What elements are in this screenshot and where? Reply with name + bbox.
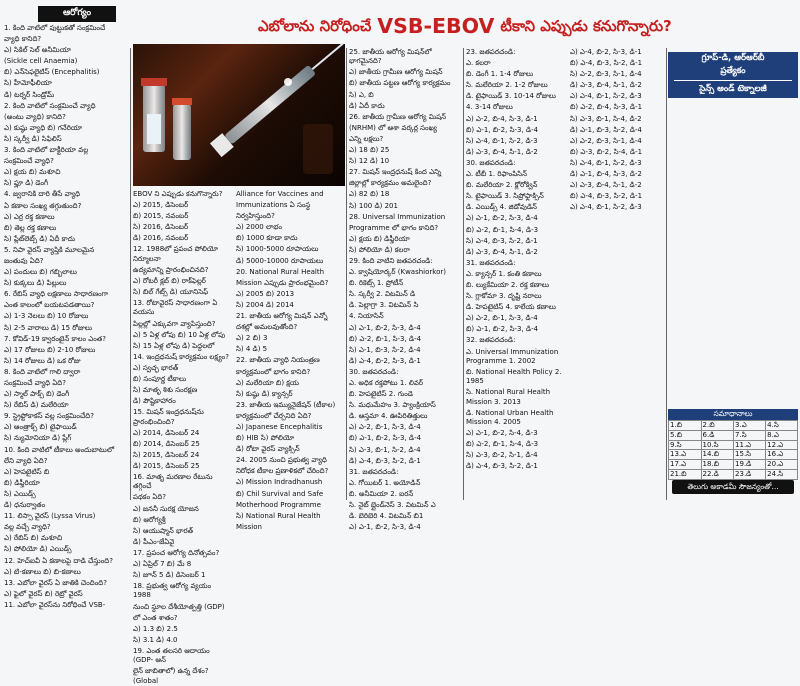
question-line: సి) 3.1 డి) 4.0 xyxy=(133,635,178,644)
answer-row xyxy=(669,450,798,460)
question-line: సి) ఆయుష్మాన్ భారత్ xyxy=(133,526,194,535)
answer-cell: 20.ఎ xyxy=(766,460,798,470)
question-line: బి. రికెట్స్ 1. ప్రోటీన్ xyxy=(349,279,404,288)
question-line: ఎ) జననీ సురక్ష యోజన xyxy=(133,504,199,513)
question-line: సి) 1000-5000 రూపాయలు xyxy=(236,245,319,254)
question-line: 11. ఎబోలా వైరస్‌ను నిరోధించే VSB- xyxy=(4,600,106,609)
question-line: సి) ఎ-4, బి-1, సి-2, డి-3 xyxy=(466,136,538,145)
question-line: ఎ) క్షయ బి) డిఫ్తీరియా xyxy=(349,234,410,243)
column-3 xyxy=(236,190,344,531)
question-line: ఎ) 82 బి) 18 xyxy=(349,190,390,199)
author-line-2: ప్రత్యేకం xyxy=(720,66,746,76)
question-line: 24. 2005 నుంచి ప్రభుత్వ వ్యాధి xyxy=(236,456,327,465)
question-line: 13. రోటావైరస్ సాధారణంగా ఏ వయసు xyxy=(133,299,218,317)
question-line: 25. జాతీయ ఆరోగ్య మిషన్‌లో భాగమైనది? xyxy=(349,48,432,66)
question-line: బి. మలేరియా 2. క్లోరోక్విన్ xyxy=(466,181,538,190)
question-line: సి. మలేరియా 2. 1-2 రోజులు xyxy=(466,81,548,90)
question-line: ఎ) మలేరియా బి) క్షయ xyxy=(236,378,299,387)
answer-cell: 7.సి xyxy=(734,430,766,440)
question-line: ఎ) 2000 లాభం xyxy=(236,223,283,232)
answer-row xyxy=(669,440,798,450)
question-line: పిల్లల్లో ఎక్కువగా వ్యాపిస్తుంది? xyxy=(133,319,216,328)
question-line: 10. కింది వాటిలో టీకాలు అందుబాటులో xyxy=(4,445,115,454)
question-line: డి. హెపటైటిస్ 4. కాలేయ కణాలు xyxy=(466,303,556,312)
question-line: ఎ) ఎ-2, బి-3, సి-1, డి-4 xyxy=(570,136,642,145)
question-line: ఎ) ఎ-1, బి-2, సి-3, డి-4 xyxy=(466,214,538,223)
question-line: బి) ఎ-2, బి-1, సి-3, డి-4 xyxy=(349,334,422,343)
question-line: (అంటు వ్యాధి) కానిది? xyxy=(4,112,66,121)
question-line: Alliance for Vaccines and xyxy=(236,190,324,198)
question-line: ఎ. Universal Immunization Programme 1. 2002 xyxy=(466,347,559,365)
question-line: బి) డిఫ్తీరియా xyxy=(4,478,40,487)
question-line: బి) Chil Survival and Safe xyxy=(236,489,324,498)
question-line: 1. కింది వాటిలో పుట్టుకతో సంక్రమించే xyxy=(4,24,106,32)
question-line: 6. రేబిస్ వ్యాధి లక్షణాలు సాధారణంగా xyxy=(4,290,109,299)
question-line: 9. స్ట్రెప్టోకాకస్ వల్ల సంక్రమించేది? xyxy=(4,412,94,421)
title-part-3: టీకాని ఎప్పుడు కనుగొన్నారు? xyxy=(500,16,672,35)
question-line: ఎ) Mission Indradhanush xyxy=(236,478,323,487)
question-line: ఎ) క్షయ బి) మశూచి xyxy=(4,168,61,177)
question-line: బి) సంపూర్ణ టీకాలు xyxy=(133,375,187,383)
question-line: ఎ) ఆంత్రాక్స్ బి) టైఫాయిడ్ xyxy=(4,423,77,432)
question-line: సి. స్కర్వీ 2. విటమిన్ డి xyxy=(349,290,416,299)
question-line: ఎ) ఎ-4, బి-2, సి-3, డి-1 xyxy=(570,48,642,56)
question-line: 8. కింది వాటిలో గాలి ద్వారా xyxy=(4,367,81,376)
column-divider xyxy=(666,48,667,500)
question-line: ఎ) జాతీయ గ్రామీణ ఆరోగ్య మిషన్ xyxy=(349,68,443,77)
question-line: 18. ప్రభుత్వ ఆరోగ్య వ్యయం 1988 xyxy=(133,582,212,600)
question-line: డి) ధనుర్వాతం xyxy=(4,501,46,510)
question-line: 7. కోవిడ్-19 క్వారంటైన్ కాలం ఎంత? xyxy=(4,334,106,343)
question-line: నిరోధక టీకాల ప్రణాళికలో చేరింది? xyxy=(236,467,329,476)
question-line: జిల్లాల్లో కార్యక్రమం అమలైంది? xyxy=(349,179,432,188)
question-line: ఎ) టి-కణాలు బి) బి-కణాలు xyxy=(4,567,81,576)
question-line: సి) స్కర్వీ డి) సిఫిలిస్ xyxy=(4,134,62,143)
answer-cell: 5.బి xyxy=(669,430,702,440)
question-line: సి) National Rural Health xyxy=(236,511,321,520)
question-line: 2. కింది వాటిలో సంక్రమించే వ్యాధి xyxy=(4,101,96,110)
question-line: 19. ఎంత తలసరి ఆదాయం (GDP- ఆన్ xyxy=(133,646,210,665)
answer-cell: 22.డి xyxy=(701,469,734,479)
question-line: 22. జాతీయ వ్యాధి నియంత్రణ xyxy=(236,356,320,365)
question-line: సి. నైట్ బ్లైండ్‌నెస్ 3. విటమిన్ ఎ xyxy=(349,501,436,510)
question-line: 14. ఇంద్రధనుష్ కార్యక్రమం లక్ష్యం? xyxy=(133,352,229,361)
question-line: 12. హెచ్‌ఐవీ ఏ కణాలపై దాడి చేస్తుంది? xyxy=(4,556,113,565)
page-title xyxy=(258,6,798,46)
answer-cell: 2.బి xyxy=(701,421,734,431)
question-line: డి) ఎ-4, బి-2, సి-3, డి-1 xyxy=(349,356,421,365)
question-line: డి) ఎ-4, బి-3, సి-2, డి-1 xyxy=(466,462,538,471)
answer-cell: 1.బి xyxy=(669,421,702,431)
answer-cell: 23.డి xyxy=(734,469,766,479)
question-line: 26. జాతీయ గ్రామీణ ఆరోగ్య మిషన్ xyxy=(349,112,447,121)
question-line: సి) న్యుమోనియా డి) ప్లేగ్ xyxy=(4,434,72,443)
question-line: ఎ) 18 బి) 25 xyxy=(349,146,390,155)
question-line: 4. జ్వరానికి దారి తీసే వ్యాధి xyxy=(4,190,81,199)
question-line: సి. National Rural Health Mission 3. 2013 xyxy=(466,388,551,406)
footer-credit: తెలుగు అకాడమీ సౌజన్యంతో... xyxy=(672,480,794,494)
title-part-2: VSB-EBOV xyxy=(377,13,495,38)
question-line: డి. టైఫాయిడ్ 3. 10-14 రోజులు xyxy=(466,92,556,101)
answer-row xyxy=(669,469,798,479)
question-line: కార్యక్రమంలో భాగం కానిది? xyxy=(236,367,311,376)
question-line: బి. National Health Policy 2. 1985 xyxy=(466,367,562,386)
column-1 xyxy=(4,24,128,609)
question-line: ఎ. గోయిటర్ 1. అయోడిన్ xyxy=(349,478,421,487)
question-line: ఏ కణాల సంఖ్య తగ్గుతుంది? xyxy=(4,201,82,210)
answer-row xyxy=(669,460,798,470)
question-line: వల్ల వచ్చే వ్యాధి? xyxy=(4,523,51,532)
question-line: వ్యాధి కానిది? xyxy=(4,35,42,44)
answer-cell: 11.ఎ xyxy=(734,440,766,450)
question-line: జంతువు ఏది? xyxy=(4,256,44,265)
question-line: ఎ) పందులు బి) గబ్బిలాలు xyxy=(4,268,77,277)
question-line: ఎ. క్యాన్సర్ 1. కంతి కణాలు xyxy=(466,269,542,278)
question-line: దశల్లో అమలవుతోంది? xyxy=(236,323,298,332)
author-line-1: గ్రూప్-డి, ఆర్‌ఆర్‌బీ xyxy=(701,53,765,63)
question-line: సి) 2004 డి) 2014 xyxy=(236,300,294,309)
question-line: డి) రోటా వైరస్ వ్యాక్సిన్ xyxy=(236,445,300,454)
answer-cell: 9.సి xyxy=(669,440,702,450)
question-line: ఎ. అధిక రక్తపోటు 1. లివర్ xyxy=(349,379,423,388)
answer-cell: 18.బి xyxy=(701,460,734,470)
column-divider xyxy=(130,48,131,500)
question-line: 13. ఎబోలా వైరస్ ఏ జాతికి చెందింది? xyxy=(4,578,107,587)
column-divider xyxy=(346,48,347,500)
answer-row xyxy=(669,421,798,431)
vaccine-syringe-image xyxy=(133,44,345,186)
question-line: బి) ఎ-2, బి-1, సి-4, డి-3 xyxy=(466,440,539,449)
answer-cell: 8.ఎ xyxy=(766,430,798,440)
question-line: పథకం ఏది? xyxy=(133,493,166,502)
question-line: (Sickle cell Anaemia) xyxy=(4,57,78,66)
question-line: 27. మిషన్ ఇంద్రధనుష్ కింద ఎన్ని xyxy=(349,168,442,177)
question-line: ఎన్ని లక్షలు? xyxy=(349,134,384,143)
question-line: Motherhood Programme xyxy=(236,500,321,509)
answer-cell: 16.ఎ xyxy=(766,450,798,460)
question-line: 31. జతపరచండి: xyxy=(466,258,516,267)
answer-cell: 4.సి xyxy=(766,421,798,431)
question-line: సి) 15 ఏళ్ల లోపు డి) పెద్దలలో xyxy=(133,341,215,350)
question-line: 29. కింది వాటిని జతపరచండి: xyxy=(349,256,433,265)
question-line: సి) ఎ-3, బి-1, సి-2, డి-4 xyxy=(349,445,421,454)
question-line: డి. బెరిబెరి 4. విటమిన్ బి1 xyxy=(349,512,424,521)
question-line: 3. కింది వాటిలో బాక్టీరియా వల్ల xyxy=(4,146,89,155)
question-line: సి) పోలియో డి) కలరా xyxy=(349,245,410,254)
question-line: Mission ఎప్పుడు ప్రారంభమైంది? xyxy=(236,278,329,287)
question-line: సి) 2015, డిసెంబర్ 24 xyxy=(133,450,200,459)
question-line: డి) 5000-10000 రూపాయలు xyxy=(236,256,324,265)
answer-cell: 13.ఎ xyxy=(669,450,702,460)
question-line: ఎ) రేబిస్ బి) మశూచి xyxy=(4,534,63,543)
question-line: బి) ఎ-4, బి-3, సి-2, డి-1 xyxy=(570,192,643,201)
author-line-3: సైన్స్ అండ్ టెక్నాలజీ xyxy=(699,84,767,94)
question-line: సి) ప్లేట్‌లెట్స్ డి) ఏదీ కాదు xyxy=(4,234,76,243)
question-line: సి) ఎ-2, బి-3, సి-1, డి-4 xyxy=(570,70,642,79)
question-line: ఎ) 5 ఏళ్ల లోపు బి) 10 ఏళ్ల లోపు xyxy=(133,330,226,339)
question-line: బి) 2015, నవంబర్ xyxy=(133,212,189,221)
question-line: ఎ) హెపటైటిస్ బి xyxy=(4,467,50,476)
question-line: సి) హీమోఫీలియా xyxy=(4,79,52,88)
question-line: ఎ) ఎ-4, బి-1, సి-2, డి-3 xyxy=(570,92,642,101)
question-line: లేని వ్యాధి ఏది? xyxy=(4,456,48,465)
question-line: ఎ) ఏప్రిల్ 7 బి) మే 8 xyxy=(133,560,192,568)
question-line: ఎ) కుష్ఠు వ్యాధి బి) గనేరియా xyxy=(4,123,83,132)
question-line: సి) ఎ, బి xyxy=(349,90,374,99)
answer-cell: 17.ఎ xyxy=(669,460,702,470)
question-line: బి) తెల్ల రక్త కణాలు xyxy=(4,223,57,232)
question-line: సి) 100 డి) 201 xyxy=(349,201,398,210)
question-line: 15. మిషన్ ఇంద్రధనుష్‌ను ప్రారంభించింది? xyxy=(133,408,204,426)
question-line: బి) ఎ-1, బి-2, సి-3, డి-4 xyxy=(466,325,539,334)
question-line: 30. జతపరచండి: xyxy=(349,367,399,376)
question-line: సి) మాతృ శిశు సంరక్షణ xyxy=(133,386,198,395)
question-line: ఎ) ఎ-2, బి-1, సి-3, డి-4 xyxy=(466,314,538,323)
question-line: బి. ల్యుకేమియా 2. రక్త కణాలు xyxy=(466,280,550,289)
title-part-1: ఎబోలాను నిరోధించే xyxy=(258,16,372,35)
question-line: నిర్వహిస్తుంది? xyxy=(236,212,275,221)
question-line: బి) ఎ-3, బి-2, సి-4, డి-1 xyxy=(570,147,643,156)
question-line: సి) ఎ-3, బి-2, సి-1, డి-4 xyxy=(466,451,538,460)
question-line: ఎ) ఎ-2, బి-4, సి-3, డి-1 xyxy=(466,114,538,123)
question-line: డి) ఏదీ కాదు xyxy=(349,101,385,110)
question-line: సి) బిల్ గేట్స్ డి) యూనిసెఫ్ xyxy=(133,288,209,297)
question-line: బి. అనీమియా 2. ఐరన్ xyxy=(349,489,414,498)
answer-cell: 14.బి xyxy=(701,450,734,460)
question-line: సి) 4 డి) 5 xyxy=(236,345,268,354)
question-line: ఎ) 2014, డిసెంబర్ 24 xyxy=(133,428,200,437)
question-line: ఎ) రోటరీ క్లబ్ బి) రాక్‌ఫెల్లర్ xyxy=(133,276,206,285)
author-box xyxy=(668,52,798,98)
question-line: డి) ఎ-4, బి-3, సి-2, డి-1 xyxy=(349,456,421,465)
question-line: 23. జాతీయ ఇమ్యునైజేషన్ (టీకాల) xyxy=(236,400,336,409)
question-line: ఎ) 2015, డిసెంబర్ xyxy=(133,201,189,210)
question-line: బి) ఎ-2, బి-1, సి-4, డి-3 xyxy=(466,225,539,234)
question-line: ఎ) ఎ-4, బి-1, సి-2, డి-3 xyxy=(570,203,642,212)
question-line: ఎ) Japanese Encephalitis xyxy=(236,422,323,431)
question-line: ఎ) ఎ-3, బి-4, సి-1, డి-2 xyxy=(570,181,642,190)
answer-cell: 3.ఎ xyxy=(734,421,766,431)
answers-heading: సమాధానాలు xyxy=(668,409,798,420)
answer-cell: 21.బి xyxy=(669,469,702,479)
question-line: ఎ) 2005 బి) 2013 xyxy=(236,289,295,298)
question-line: ఎ) సికిల్ సెల్ అనీమియా xyxy=(4,46,71,55)
question-line: 32. జతపరచండి: xyxy=(466,336,516,345)
section-tag: ఆరోగ్యం xyxy=(38,6,116,22)
answer-cell: 19.డి xyxy=(734,460,766,470)
question-line: ఎ) స్మాల్ పాక్స్ బి) డెంగీ xyxy=(4,390,70,399)
question-line: 16. మాతృ మరణాల రేటును తగ్గించే xyxy=(133,473,213,491)
question-line: 21. జాతీయ ఆరోగ్య మిషన్ ఎన్నో xyxy=(236,312,328,321)
question-line: (NRHM) లో ఆశా వర్కర్ల సంఖ్య xyxy=(349,123,438,132)
question-line: సి) 2016, డిసెంబర్ xyxy=(133,223,189,232)
question-line: డి. ఆస్తమా 4. ఊపిరితిత్తులు xyxy=(349,412,428,421)
answer-cell: 24.సి xyxy=(766,469,798,479)
question-line: బి) ఎ-1, బి-2, సి-3, డి-4 xyxy=(466,125,539,134)
question-line: డి) పీఎం-జేఏవై xyxy=(133,537,175,546)
answer-cell: 15.సి xyxy=(734,450,766,460)
question-line: బి) 1000 కూడా కాదు xyxy=(236,234,298,243)
question-line: ఎ) 1.3 బి) 2.5 xyxy=(133,624,178,633)
question-line: 4. నియాసిన్ xyxy=(349,312,384,321)
question-line: ఎ. కలరా xyxy=(466,59,491,68)
question-line: సి. గ్లాకోమా 3. దృష్టి నరాలు xyxy=(466,292,542,301)
question-line: సి) పోలియో డి) ఎయిడ్స్ xyxy=(4,545,72,554)
answer-cell: 12.ఎ xyxy=(766,440,798,450)
question-line: డి. పెల్లాగ్రా 3. విటమిన్ సి xyxy=(349,301,419,310)
answer-cell: 10.సి xyxy=(701,440,734,450)
question-line: ఎంత కాలంలో బయటపడతాయి? xyxy=(4,301,95,310)
question-line: బి) ఎ-1, బి-2, సి-3, డి-4 xyxy=(349,434,422,443)
question-line: బి) 2014, డిసెంబర్ 25 xyxy=(133,439,200,448)
question-line: బి) జాతీయ పట్టణ ఆరోగ్య కార్యక్రమం xyxy=(349,79,451,88)
question-line: డి) ఎ-3, బి-4, సి-1, డి-2 xyxy=(466,247,538,256)
question-line: డి) ఎ-3, బి-4, సి-1, డి-2 xyxy=(570,81,642,90)
question-line: 12. 1988లో ప్రపంచ పోలియో నిర్మూలనా xyxy=(133,245,219,263)
question-line: ఎ) ఎ-1, బి-2, సి-3, డి-4 xyxy=(349,523,421,532)
question-line: డి) 2015, డిసెంబర్ 25 xyxy=(133,461,200,470)
question-line: డి) ఎ-1, బి-4, సి-3, డి-2 xyxy=(570,170,642,179)
question-line: బి) ఎ-4, బి-3, సి-2, డి-1 xyxy=(570,59,643,68)
question-line: డి) ఎ-1, బి-3, సి-2, డి-4 xyxy=(570,125,642,134)
question-line: సి) ఎయిడ్స్ xyxy=(4,489,36,498)
question-line: సి. మధుమేహం 3. ప్యాంక్రియాస్ xyxy=(349,401,436,410)
question-line: కార్యక్రమంలో చేర్చనిది ఏది? xyxy=(236,411,312,420)
question-line: సి) కుక్కలు డి) పిల్లులు xyxy=(4,279,67,288)
answers-table xyxy=(668,420,798,477)
question-line: డి) 2016, నవంబర్ xyxy=(133,234,189,243)
question-line: బి. డెంగీ 1. 1-4 రోజులు xyxy=(466,70,534,79)
question-line: బి. హెపటైటిస్ 2. గుండె xyxy=(349,390,413,399)
column-6 xyxy=(570,48,665,498)
question-line: డి) పౌష్టికాహారం xyxy=(133,397,176,406)
column-divider xyxy=(463,48,464,500)
question-line: ఎ) 2 బి) 3 xyxy=(236,334,268,343)
question-line: 17. ప్రపంచ ఆరోగ్య దినోత్సవం? xyxy=(133,548,220,557)
column-5 xyxy=(466,48,566,498)
question-line: ఎ) 17 రోజులు బి) 2-10 రోజులు xyxy=(4,345,96,354)
question-line: డి) ఎ-3, బి-4, సి-1, డి-2 xyxy=(466,147,538,156)
question-line: బి) ఎన్‌సెఫలైటిస్ (Encephalitis) xyxy=(4,68,100,77)
column-2 xyxy=(133,190,231,685)
question-line: సి) ఎ-4, బి-3, సి-2, డి-1 xyxy=(466,236,538,245)
question-line: డి) టర్నర్ సిండ్రోమ్ xyxy=(4,90,55,99)
question-line: డి. ఎయిడ్స్ 4. జిడోవుడిన్ xyxy=(466,203,537,212)
question-line: బి) ఎ-2, బి-4, సి-3, డి-1 xyxy=(570,103,643,112)
question-line: లైన్ జాబితాలో) ఉన్న దేశం? (Global xyxy=(133,667,209,685)
question-line: ఎ) ఎర్ర రక్త కణాలు xyxy=(4,212,55,221)
question-line: సి) జూన్ 5 డి) డిసెంబర్ 1 xyxy=(133,571,206,580)
question-line: సి) 2-5 వారాలు డి) 15 రోజులు xyxy=(4,323,93,332)
question-line: Mission xyxy=(236,522,262,531)
question-line: 4. 3-14 రోజులు xyxy=(466,103,513,112)
question-line: సి. టైఫాయిడ్ 3. సిప్రోఫ్లాక్సిన్ xyxy=(466,192,544,201)
question-line: ఎ. క్వాషియోర్కర్ (Kwashiorkor) xyxy=(349,268,446,277)
question-line: సి) ఎ-3, బి-1, సి-4, డి-2 xyxy=(570,114,642,123)
question-line: సి) రేబిస్ డి) మలేరియా xyxy=(4,401,69,410)
question-line: 5. నిపా వైరస్ వ్యాప్తికి మూలమైన xyxy=(4,245,95,254)
question-line: ఎ) ఎ-2, బి-1, సి-3, డి-4 xyxy=(349,423,421,432)
question-line: సి) ఎ-1, బి-3, సి-2, డి-4 xyxy=(349,345,421,354)
question-line: సి) 12 డి) 10 xyxy=(349,157,390,166)
question-line: ఎ) ఫైలో వైరస్ బి) రెట్రో వైరస్ xyxy=(4,589,83,598)
question-line: ఉద్యమాన్ని ప్రారంభించినది? xyxy=(133,265,209,274)
answer-row xyxy=(669,430,798,440)
question-line: ఎ) స్వచ్ఛ భారత్ xyxy=(133,363,179,372)
question-line: బి) HIB సి) పోలియో xyxy=(236,434,295,443)
question-line: సి) ఎ-4, బి-1, సి-2, డి-3 xyxy=(570,158,642,167)
question-line: ఎ) ఎ-1, బి-2, సి-3, డి-4 xyxy=(349,323,421,332)
question-line: బి) ఆరోగ్యశ్రీ xyxy=(133,515,166,524)
column-4 xyxy=(349,48,461,532)
answer-cell: 6.డి xyxy=(701,430,734,440)
question-line: Programme లో భాగం కానిది? xyxy=(349,223,439,232)
question-line: సంక్రమించే వ్యాధి? xyxy=(4,157,54,166)
question-line: ఎ) ఎ-1, బి-2, సి-4, డి-3 xyxy=(466,429,538,438)
question-line: లో ఎంత శాతం? xyxy=(133,613,178,622)
question-line: 30. జతపరచండి: xyxy=(466,158,516,167)
question-line: నుంచి స్థూల దేశీయోత్పత్తి (GDP) xyxy=(133,602,225,611)
question-line: 11. లిస్సా వైరస్ (Lyssa Virus) xyxy=(4,512,96,521)
question-line: సి) 14 రోజులు డి) ఒక రోజు xyxy=(4,356,81,365)
question-line: ఎ. టీబీ 1. రిఫాంపిసిన్ xyxy=(466,170,528,179)
question-line: 31. జతపరచండి: xyxy=(349,467,399,476)
question-line: ఎ) 1-3 నెలలు బి) 10 రోజులు xyxy=(4,312,89,321)
question-line: సంక్రమించే వ్యాధి ఏది? xyxy=(4,379,66,387)
question-line: 28. Universal Immunization xyxy=(349,212,446,221)
question-line: EBOV ని ఎప్పుడు కనుగొన్నారు? xyxy=(133,190,223,198)
question-line: డి. National Urban Health Mission 4. 2005 xyxy=(466,408,554,426)
question-line: సి) కుష్ఠు డి) క్యాన్సర్ xyxy=(236,389,293,398)
question-line: 23. జతపరచండి: xyxy=(466,48,516,56)
question-line: 20. National Rural Health xyxy=(236,267,325,276)
question-line: సి) ఫ్లూ డి) డెంగీ xyxy=(4,179,49,188)
question-line: Immunizations ఏ సంస్థ xyxy=(236,201,311,210)
